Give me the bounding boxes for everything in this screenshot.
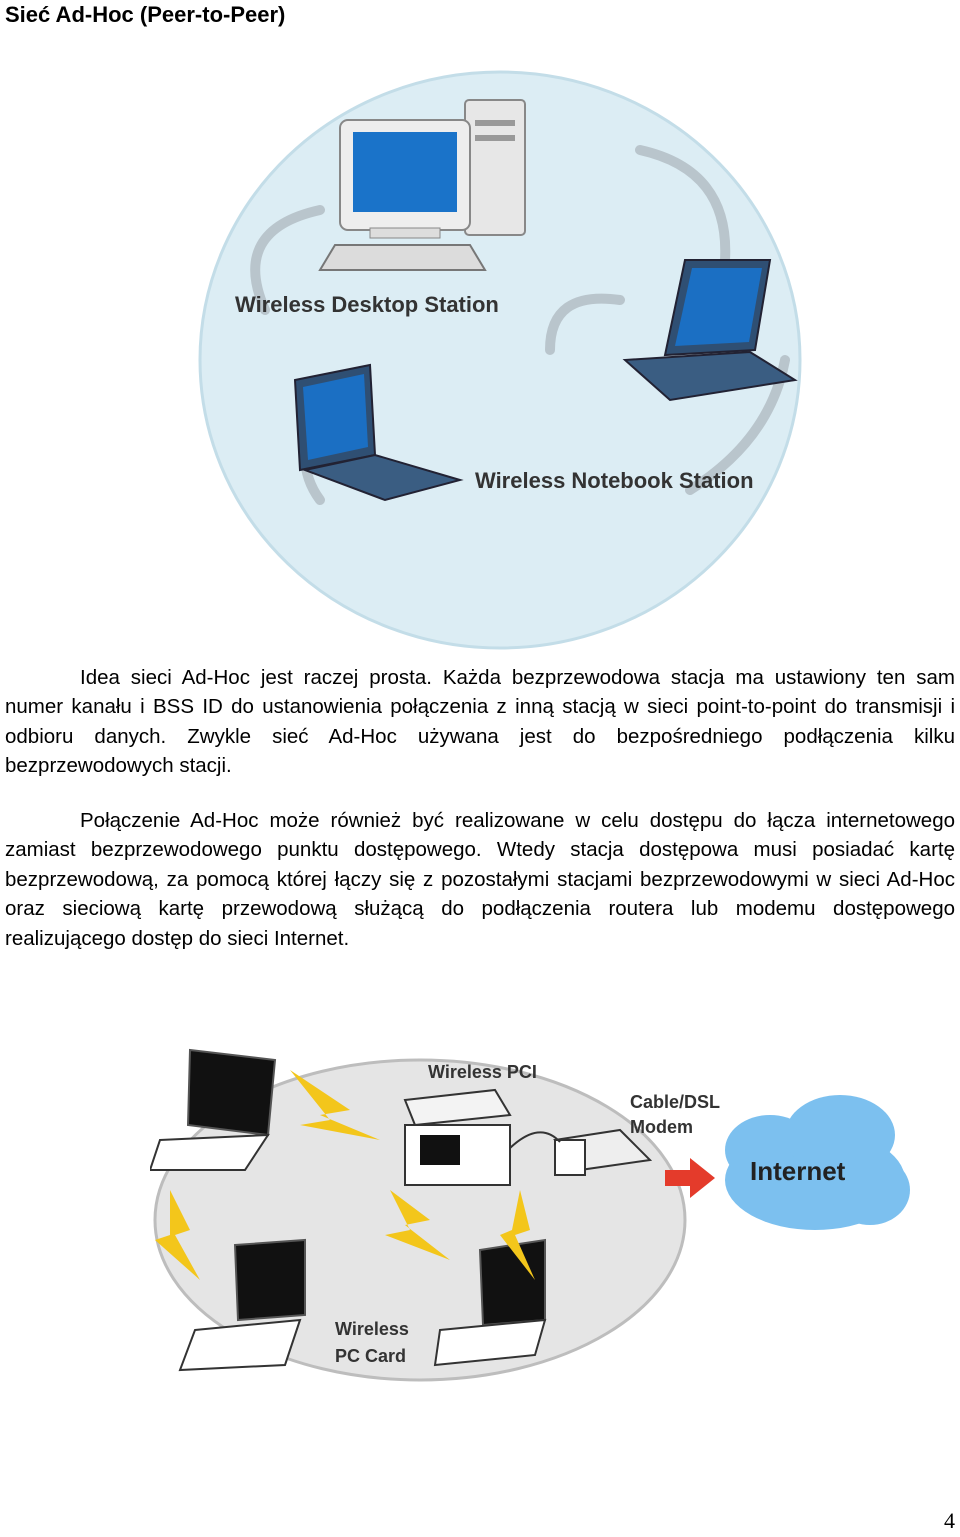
wireless-pci-desktop-icon: [405, 1090, 510, 1185]
pci-label: Wireless PCI: [428, 1062, 537, 1082]
page-number: 4: [944, 1508, 955, 1533]
page-heading: Sieć Ad-Hoc (Peer-to-Peer): [5, 2, 286, 27]
modem-label-2: Modem: [630, 1117, 693, 1137]
paragraph-1: Idea sieci Ad-Hoc jest raczej prosta. Każda bezprzewodowa stacja ma ustawiony ten sam numer kanału i BSS ID do ustanowienia połączenia z inną stacją w sieci point-to-point do transmisji i odbioru danych. Zwykle sieć Ad-Hoc używana jest do bezpośredniego podłączenia kilku bezprzewodowych stacji.: [5, 666, 955, 778]
adhoc-internet-figure: [150, 1030, 910, 1410]
notebook-label: Wireless Notebook Station: [475, 468, 754, 493]
paragraph-2: Połączenie Ad-Hoc może również być realizowane w celu dostępu do łącza internetowego zamiast bezprzewodowego punktu dostępowego. Wtedy stacja dostępowa musi posiadać kartę bezprzewodową, za pomocą której łączy się z pozostałymi stacjami bezprzewodowymi w sieci Ad-Hoc oraz sieciową kartę przewodową służącą do podłączenia routera lub modemu dostępowego realizującego dostęp do sieci Internet.: [5, 809, 955, 950]
adhoc-network-figure: [170, 60, 830, 660]
card-label-1: Wireless: [335, 1319, 409, 1339]
modem-label-1: Cable/DSL: [630, 1092, 721, 1112]
desktop-label: Wireless Desktop Station: [235, 292, 499, 317]
card-label-2: PC Card: [335, 1346, 407, 1366]
laptop-top-left-icon: [150, 1050, 275, 1170]
internet-label: Internet: [750, 1156, 846, 1186]
